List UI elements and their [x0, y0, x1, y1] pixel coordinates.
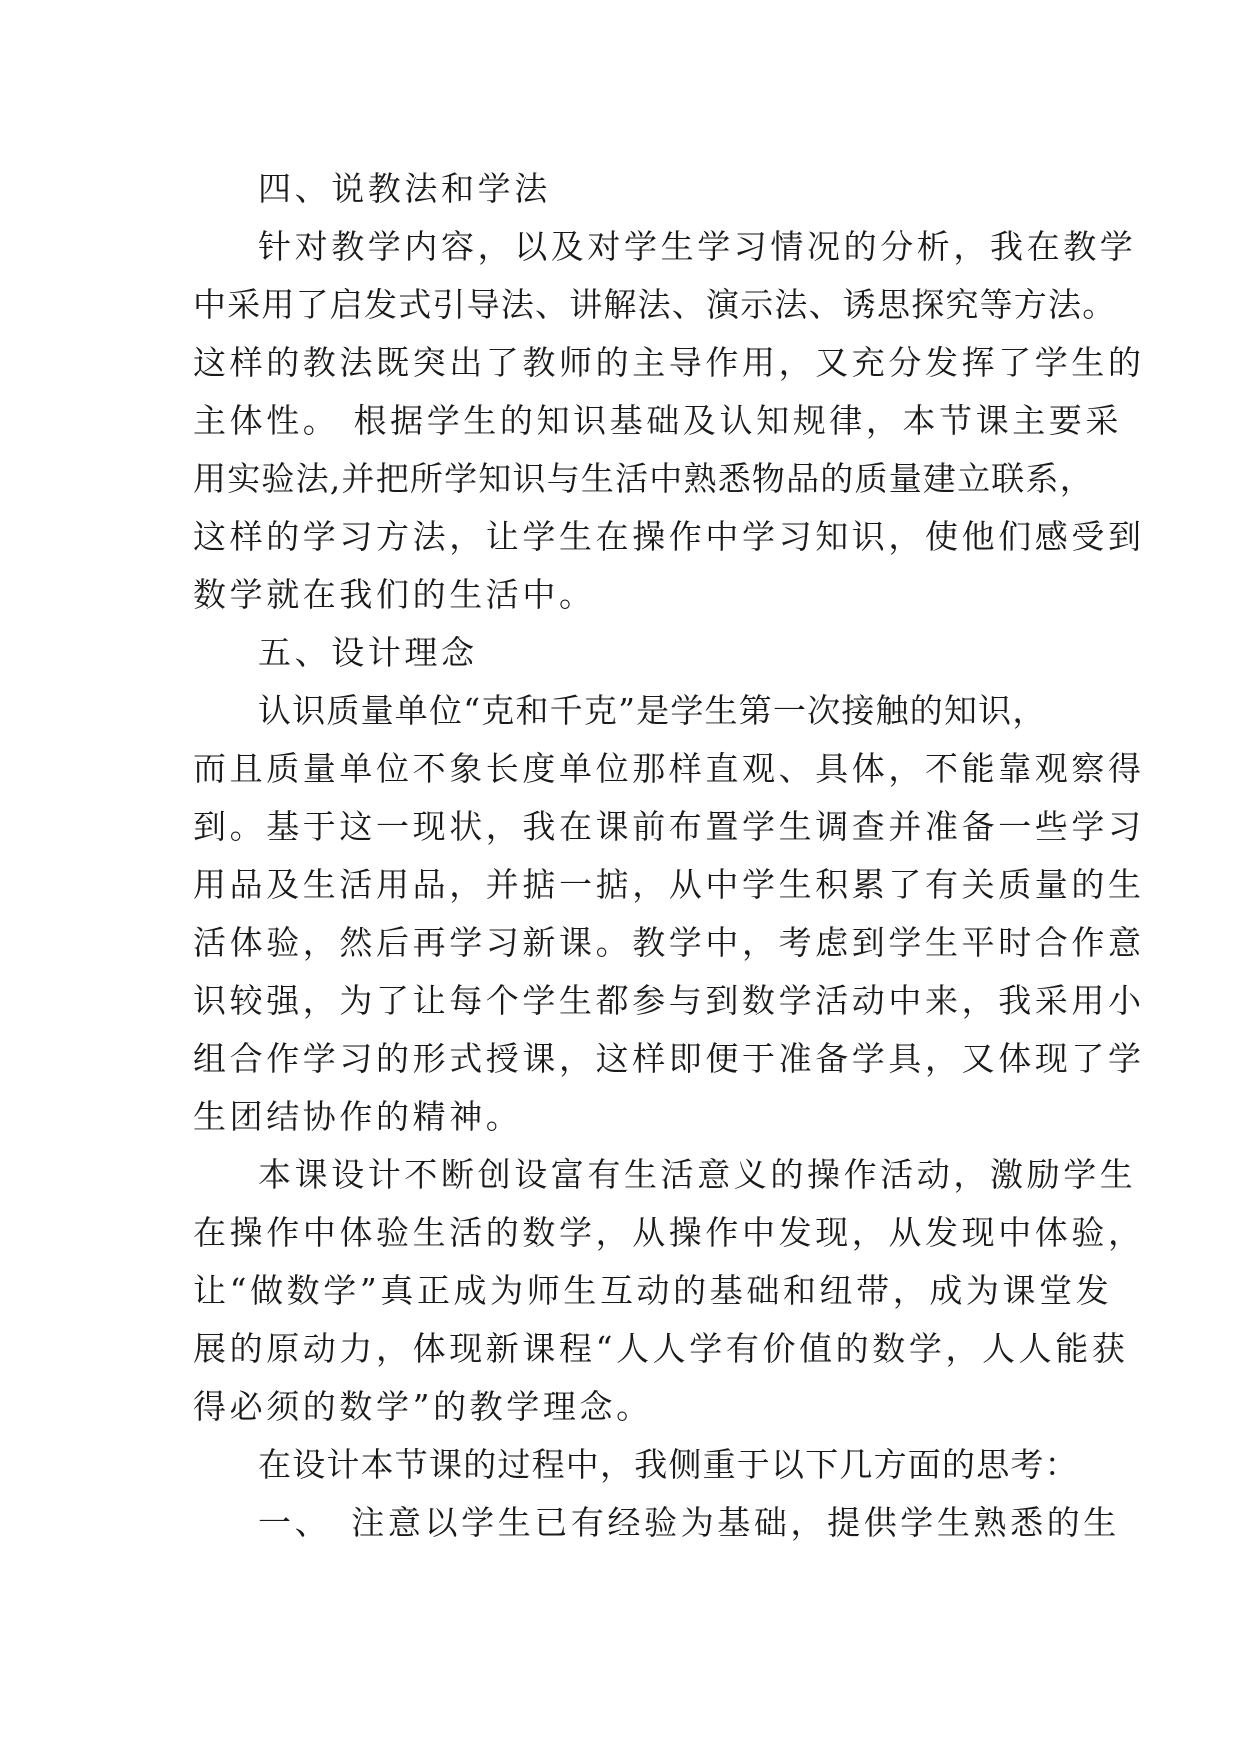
paragraph-line: 在操作中体验生活的数学，从操作中发现，从发现中体验，	[193, 1213, 1145, 1252]
paragraph-line: 数学就在我们的生活中。	[193, 575, 596, 614]
paragraph-line: 在设计本节课的过程中，我侧重于以下几方面的思考：	[258, 1445, 1079, 1484]
paragraph-line: 组合作学习的形式授课，这样即便于准备学具，又体现了学	[193, 1039, 1145, 1078]
document-body	[193, 160, 1145, 1552]
section-heading-teaching-methods: 四、说教法和学法	[258, 169, 551, 208]
paragraph-line: 而且质量单位不象长度单位那样直观、具体，不能靠观察得	[193, 749, 1145, 788]
paragraph-line: 活体验，然后再学习新课。教学中，考虑到学生平时合作意	[193, 923, 1145, 962]
paragraph-line: 这样的学习方法，让学生在操作中学习知识，使他们感受到	[193, 517, 1145, 556]
paragraph-line: 用品及生活用品，并掂一掂，从中学生积累了有关质量的生	[193, 865, 1145, 904]
paragraph-line: 本课设计不断创设富有生活意义的操作活动，激励学生	[258, 1155, 1137, 1194]
paragraph-line: 主体性。 根据学生的知识基础及认知规律，本节课主要采	[193, 401, 1123, 440]
paragraph-line: 这样的教法既突出了教师的主导作用，又充分发挥了学生的	[193, 343, 1145, 382]
paragraph-line: 中采用了启发式引导法、讲解法、演示法、诱思探究等方法。	[193, 285, 1117, 324]
paragraph-line: 展的原动力，体现新课程“人人学有价值的数学，人人能获	[193, 1329, 1129, 1368]
paragraph-line: 得必须的数学”的教学理念。	[193, 1387, 653, 1426]
paragraph-line: 生团结协作的精神。	[193, 1097, 523, 1136]
paragraph-line: 认识质量单位“克和千克”是学生第一次接触的知识，	[258, 691, 1047, 730]
paragraph-line: 用实验法,并把所学知识与生活中熟悉物品的质量建立联系，	[193, 459, 1094, 498]
paragraph-line: 到。基于这一现状，我在课前布置学生调查并准备一些学习	[193, 807, 1145, 846]
paragraph-line: 让“做数学”真正成为师生互动的基础和纽带，成为课堂发	[193, 1271, 1113, 1310]
section-heading-design-concept: 五、设计理念	[258, 633, 478, 672]
list-item-first: 一、 注意以学生已有经验为基础，提供学生熟悉的生	[258, 1503, 1120, 1542]
paragraph-line: 识较强，为了让每个学生都参与到数学活动中来，我采用小	[193, 981, 1145, 1020]
paragraph-line: 针对教学内容，以及对学生学习情况的分析，我在教学	[258, 227, 1137, 266]
